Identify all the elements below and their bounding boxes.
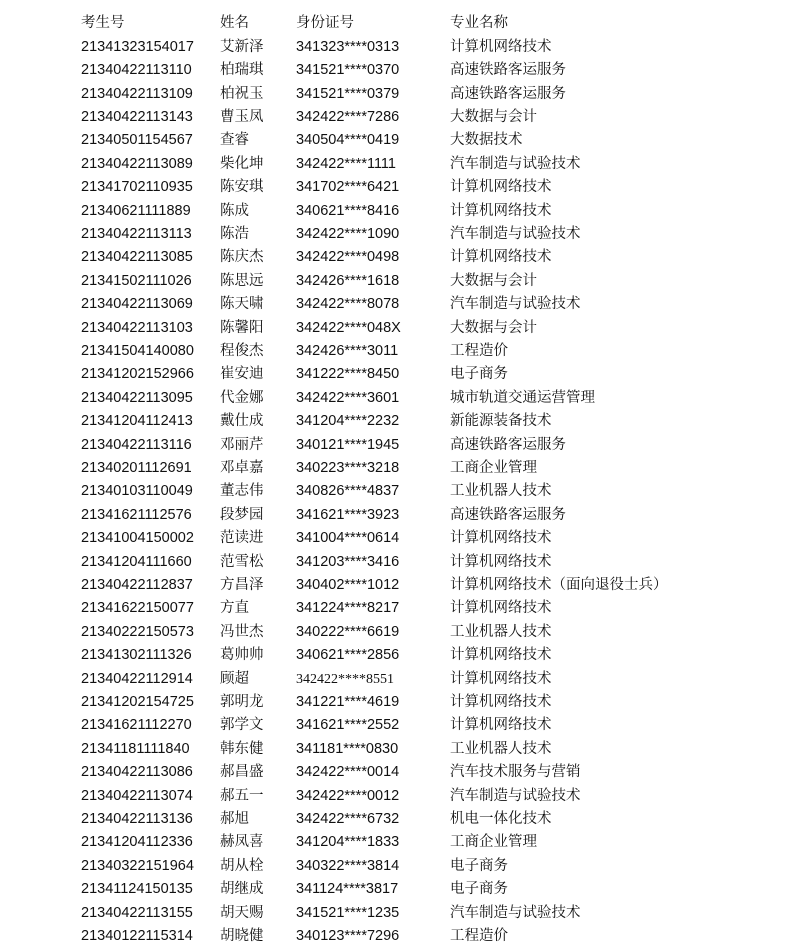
name-cell: 陈思远 bbox=[220, 272, 264, 289]
major-cell: 计算机网络技术 bbox=[450, 38, 552, 55]
table-row bbox=[0, 902, 789, 925]
table-row bbox=[0, 644, 789, 667]
table-row bbox=[0, 106, 789, 129]
id-card-cell: 341521****1235 bbox=[296, 904, 400, 921]
id-card-cell: 341222****8450 bbox=[296, 366, 400, 383]
exam-no-cell: 21340122115314 bbox=[81, 928, 193, 944]
exam-no-cell: 21341702110935 bbox=[81, 179, 193, 196]
name-cell: 胡从栓 bbox=[220, 857, 264, 874]
id-card-cell: 342426****3011 bbox=[296, 343, 399, 359]
major-cell: 工程造价 bbox=[450, 343, 508, 359]
table-row bbox=[0, 176, 789, 199]
name-cell: 陈庆杰 bbox=[220, 249, 264, 266]
exam-no-cell: 21341621112576 bbox=[81, 506, 192, 523]
id-card-cell: 342422****8551 bbox=[296, 671, 394, 687]
id-card-cell: 341204****2232 bbox=[296, 413, 400, 430]
exam-no-cell: 21340422113136 bbox=[81, 811, 193, 827]
table-row bbox=[0, 621, 789, 644]
table-row bbox=[0, 738, 789, 761]
name-cell: 陈馨阳 bbox=[220, 319, 264, 336]
exam-no-cell: 21340103110049 bbox=[81, 483, 193, 500]
exam-no-cell: 21340621111889 bbox=[81, 202, 191, 219]
exam-no-cell: 21340422113109 bbox=[81, 85, 193, 102]
table-row bbox=[0, 270, 789, 293]
name-cell: 陈天啸 bbox=[220, 296, 264, 313]
major-cell: 计算机网络技术 bbox=[450, 717, 552, 734]
table-header bbox=[0, 12, 789, 35]
exam-no-cell: 21340422113103 bbox=[81, 319, 193, 336]
id-card-cell: 341221****4619 bbox=[296, 694, 400, 710]
name-cell: 段梦园 bbox=[220, 506, 264, 523]
major-cell: 汽车技术服务与营销 bbox=[450, 764, 581, 781]
table-row bbox=[0, 808, 789, 831]
header-exam-no: 考生号 bbox=[81, 15, 125, 31]
exam-no-cell: 21340201112691 bbox=[81, 460, 192, 476]
name-cell: 陈成 bbox=[220, 202, 249, 219]
id-card-cell: 340402****1012 bbox=[296, 577, 400, 593]
major-cell: 计算机网络技术（面向退役士兵） bbox=[450, 577, 668, 593]
table-row bbox=[0, 200, 789, 223]
major-cell: 高速铁路客运服务 bbox=[450, 506, 566, 523]
major-cell: 大数据与会计 bbox=[450, 319, 537, 336]
major-cell: 计算机网络技术 bbox=[450, 202, 552, 219]
major-cell: 电子商务 bbox=[450, 881, 508, 898]
exam-no-cell: 21341202154725 bbox=[81, 694, 194, 710]
major-cell: 计算机网络技术 bbox=[450, 670, 552, 687]
id-card-cell: 341203****3416 bbox=[296, 553, 400, 570]
exam-no-cell: 21341181111840 bbox=[81, 740, 190, 757]
id-card-cell: 340504****0419 bbox=[296, 132, 400, 149]
table-row bbox=[0, 434, 789, 457]
name-cell: 郝旭 bbox=[220, 811, 249, 827]
id-card-cell: 340123****7296 bbox=[296, 928, 400, 944]
name-cell: 柏祝玉 bbox=[220, 85, 264, 102]
major-cell: 汽车制造与试验技术 bbox=[450, 904, 581, 921]
name-cell: 崔安迪 bbox=[220, 366, 264, 383]
name-cell: 方昌泽 bbox=[220, 577, 264, 593]
exam-no-cell: 21341323154017 bbox=[81, 38, 194, 55]
name-cell: 胡天赐 bbox=[220, 904, 264, 921]
major-cell: 汽车制造与试验技术 bbox=[450, 226, 581, 242]
id-card-cell: 342422****048X bbox=[296, 319, 401, 336]
id-card-cell: 341702****6421 bbox=[296, 179, 400, 196]
exam-no-cell: 21340422113089 bbox=[81, 155, 193, 172]
id-card-cell: 340826****4837 bbox=[296, 483, 400, 500]
exam-no-cell: 21340422113155 bbox=[81, 904, 193, 921]
table-row bbox=[0, 597, 789, 620]
name-cell: 陈安琪 bbox=[220, 179, 264, 196]
major-cell: 电子商务 bbox=[450, 857, 508, 874]
name-cell: 邓卓嘉 bbox=[220, 460, 264, 476]
id-card-cell: 342422****1090 bbox=[296, 226, 400, 242]
name-cell: 方直 bbox=[220, 600, 249, 617]
major-cell: 计算机网络技术 bbox=[450, 249, 552, 266]
major-cell: 电子商务 bbox=[450, 366, 508, 383]
major-cell: 高速铁路客运服务 bbox=[450, 62, 566, 79]
id-card-cell: 340121****1945 bbox=[296, 436, 400, 453]
name-cell: 董志伟 bbox=[220, 483, 264, 500]
id-card-cell: 341521****0379 bbox=[296, 85, 400, 102]
header-name: 姓名 bbox=[220, 15, 249, 31]
id-card-cell: 342422****8078 bbox=[296, 296, 400, 313]
id-card-cell: 341124****3817 bbox=[296, 881, 399, 898]
table-row bbox=[0, 785, 789, 808]
table-row bbox=[0, 831, 789, 854]
name-cell: 曹玉凤 bbox=[220, 109, 264, 125]
major-cell: 计算机网络技术 bbox=[450, 179, 552, 196]
table-row bbox=[0, 551, 789, 574]
name-cell: 郝昌盛 bbox=[220, 764, 264, 781]
table-row bbox=[0, 714, 789, 737]
id-card-cell: 342422****0498 bbox=[296, 249, 400, 266]
table-row bbox=[0, 668, 789, 691]
id-card-cell: 341204****1833 bbox=[296, 834, 400, 851]
id-card-cell: 340621****8416 bbox=[296, 202, 400, 219]
table-row bbox=[0, 59, 789, 82]
exam-no-cell: 21340422112837 bbox=[81, 577, 193, 593]
id-card-cell: 340322****3814 bbox=[296, 857, 400, 874]
exam-no-cell: 21340422113116 bbox=[81, 436, 192, 453]
table-row bbox=[0, 340, 789, 363]
id-card-cell: 340223****3218 bbox=[296, 460, 400, 476]
name-cell: 葛帅帅 bbox=[220, 647, 264, 664]
exam-no-cell: 21341004150002 bbox=[81, 530, 194, 547]
name-cell: 范读进 bbox=[220, 530, 264, 547]
id-card-cell: 341224****8217 bbox=[296, 600, 400, 617]
table-row bbox=[0, 83, 789, 106]
major-cell: 计算机网络技术 bbox=[450, 694, 552, 710]
table-row bbox=[0, 878, 789, 901]
major-cell: 机电一体化技术 bbox=[450, 811, 552, 827]
major-cell: 工业机器人技术 bbox=[450, 623, 552, 640]
id-card-cell: 342426****1618 bbox=[296, 272, 400, 289]
table-row bbox=[0, 153, 789, 176]
name-cell: 赫凤喜 bbox=[220, 834, 264, 851]
major-cell: 大数据技术 bbox=[450, 132, 523, 149]
table-row bbox=[0, 387, 789, 410]
table-row bbox=[0, 317, 789, 340]
exam-no-cell: 21340422113085 bbox=[81, 249, 193, 266]
major-cell: 工业机器人技术 bbox=[450, 740, 552, 757]
table-row bbox=[0, 504, 789, 527]
id-card-cell: 342422****6732 bbox=[296, 811, 400, 827]
table-row bbox=[0, 36, 789, 59]
exam-no-cell: 21341622150077 bbox=[81, 600, 194, 617]
table-row bbox=[0, 574, 789, 597]
exam-no-cell: 21340422112914 bbox=[81, 670, 193, 687]
table-row bbox=[0, 129, 789, 152]
major-cell: 高速铁路客运服务 bbox=[450, 85, 566, 102]
exam-no-cell: 21340501154567 bbox=[81, 132, 193, 149]
exam-no-cell: 21340422113113 bbox=[81, 226, 192, 242]
header-major: 专业名称 bbox=[450, 15, 508, 31]
header-id-card: 身份证号 bbox=[296, 15, 354, 31]
id-card-cell: 341323****0313 bbox=[296, 38, 400, 55]
exam-no-cell: 21340422113095 bbox=[81, 389, 193, 406]
exam-no-cell: 21340422113110 bbox=[81, 62, 192, 79]
name-cell: 郭学文 bbox=[220, 717, 264, 734]
name-cell: 戴仕成 bbox=[220, 413, 264, 430]
major-cell: 计算机网络技术 bbox=[450, 647, 552, 664]
name-cell: 艾新泽 bbox=[220, 38, 264, 55]
exam-no-cell: 21341621112270 bbox=[81, 717, 192, 734]
major-cell: 大数据与会计 bbox=[450, 109, 537, 125]
name-cell: 程俊杰 bbox=[220, 343, 264, 359]
exam-no-cell: 21340422113074 bbox=[81, 787, 193, 804]
id-card-cell: 342422****0014 bbox=[296, 764, 400, 781]
major-cell: 工商企业管理 bbox=[450, 460, 537, 476]
name-cell: 郝五一 bbox=[220, 787, 264, 804]
id-card-cell: 341621****3923 bbox=[296, 506, 400, 523]
id-card-cell: 342422****0012 bbox=[296, 787, 400, 804]
name-cell: 范雪松 bbox=[220, 553, 264, 570]
table-row bbox=[0, 410, 789, 433]
name-cell: 查睿 bbox=[220, 132, 249, 149]
exam-no-cell: 21340422113143 bbox=[81, 109, 193, 125]
table-row bbox=[0, 223, 789, 246]
id-card-cell: 341521****0370 bbox=[296, 62, 400, 79]
major-cell: 汽车制造与试验技术 bbox=[450, 155, 581, 172]
table-row bbox=[0, 363, 789, 386]
major-cell: 工程造价 bbox=[450, 928, 508, 944]
exam-no-cell: 21340422113086 bbox=[81, 764, 193, 781]
id-card-cell: 342422****1111 bbox=[296, 155, 396, 172]
table-row bbox=[0, 527, 789, 550]
major-cell: 计算机网络技术 bbox=[450, 530, 552, 547]
exam-no-cell: 21341204112336 bbox=[81, 834, 193, 851]
exam-no-cell: 21340322151964 bbox=[81, 857, 194, 874]
major-cell: 城市轨道交通运营管理 bbox=[450, 389, 595, 406]
name-cell: 郭明龙 bbox=[220, 694, 264, 710]
major-cell: 新能源装备技术 bbox=[450, 413, 552, 430]
exam-no-cell: 21341204112413 bbox=[81, 413, 193, 430]
table-row bbox=[0, 246, 789, 269]
name-cell: 柴化坤 bbox=[220, 155, 264, 172]
id-card-cell: 341181****0830 bbox=[296, 740, 399, 757]
id-card-cell: 342422****7286 bbox=[296, 109, 400, 125]
exam-no-cell: 21341504140080 bbox=[81, 343, 194, 359]
major-cell: 大数据与会计 bbox=[450, 272, 537, 289]
exam-no-cell: 21341124150135 bbox=[81, 881, 193, 898]
name-cell: 顾超 bbox=[220, 670, 249, 687]
exam-no-cell: 21340222150573 bbox=[81, 623, 194, 640]
id-card-cell: 340222****6619 bbox=[296, 623, 400, 640]
exam-no-cell: 21341302111326 bbox=[81, 647, 192, 664]
name-cell: 邓丽芹 bbox=[220, 436, 264, 453]
name-cell: 冯世杰 bbox=[220, 623, 264, 640]
major-cell: 高速铁路客运服务 bbox=[450, 436, 566, 453]
major-cell: 工业机器人技术 bbox=[450, 483, 552, 500]
name-cell: 胡晓健 bbox=[220, 928, 264, 944]
id-card-cell: 341621****2552 bbox=[296, 717, 400, 734]
table-row bbox=[0, 691, 789, 714]
table-row bbox=[0, 925, 789, 948]
major-cell: 计算机网络技术 bbox=[450, 553, 552, 570]
name-cell: 韩东健 bbox=[220, 740, 264, 757]
id-card-cell: 341004****0614 bbox=[296, 530, 400, 547]
table-row bbox=[0, 855, 789, 878]
major-cell: 汽车制造与试验技术 bbox=[450, 296, 581, 313]
exam-no-cell: 21340422113069 bbox=[81, 296, 193, 313]
table-row bbox=[0, 457, 789, 480]
table-row bbox=[0, 480, 789, 503]
major-cell: 工商企业管理 bbox=[450, 834, 537, 851]
major-cell: 汽车制造与试验技术 bbox=[450, 787, 581, 804]
exam-no-cell: 21341202152966 bbox=[81, 366, 194, 383]
name-cell: 胡继成 bbox=[220, 881, 264, 898]
exam-no-cell: 21341502111026 bbox=[81, 272, 192, 289]
name-cell: 代金娜 bbox=[220, 389, 264, 406]
table-row bbox=[0, 761, 789, 784]
name-cell: 柏瑞琪 bbox=[220, 62, 264, 79]
name-cell: 陈浩 bbox=[220, 226, 249, 242]
exam-no-cell: 21341204111660 bbox=[81, 553, 192, 570]
id-card-cell: 342422****3601 bbox=[296, 389, 400, 406]
id-card-cell: 340621****2856 bbox=[296, 647, 400, 664]
major-cell: 计算机网络技术 bbox=[450, 600, 552, 617]
table-row bbox=[0, 293, 789, 316]
